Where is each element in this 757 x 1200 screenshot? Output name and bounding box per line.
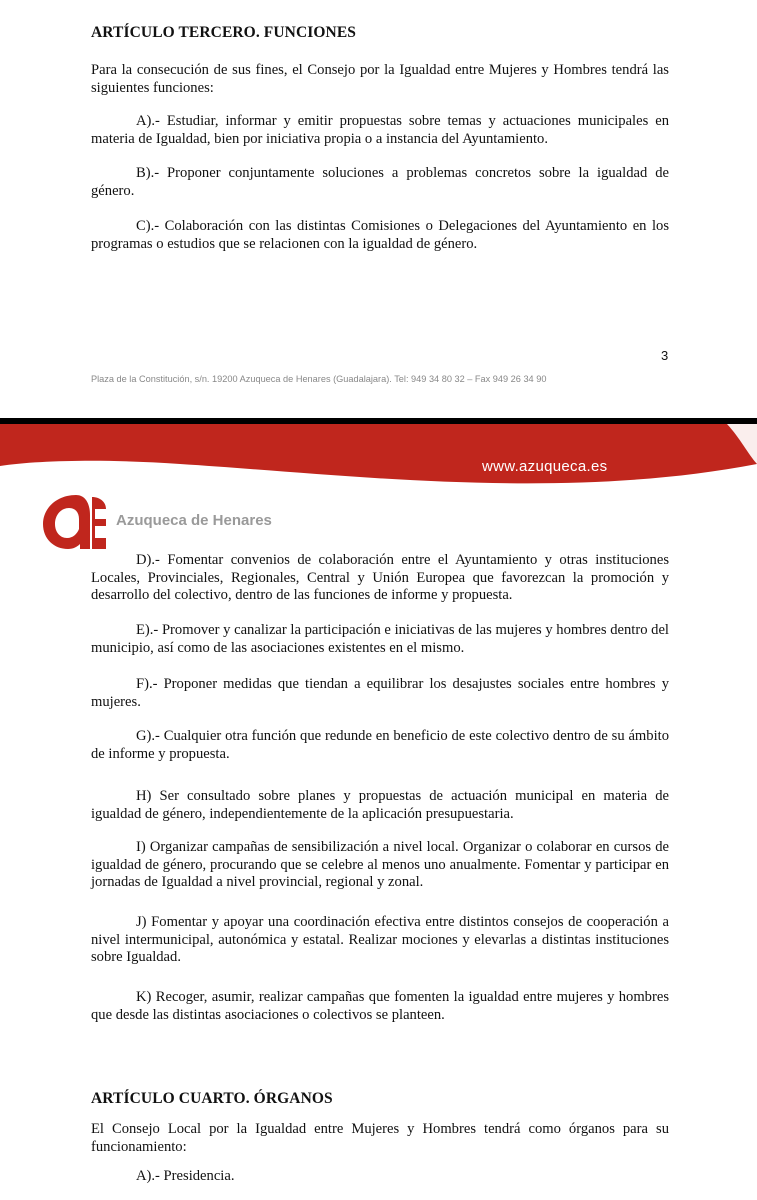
function-item-k: K) Recoger, asumir, realizar campañas que fomenten la igualdad entre mujeres y hombres que desde las distintas asociaciones o colectivos se planteen. xyxy=(91,989,669,1023)
function-item-f: F).- Proponer medidas que tiendan a equilibrar los desajustes sociales entre hombres y mujeres. xyxy=(91,676,669,710)
organ-item-a: A).- Presidencia. xyxy=(136,1168,235,1184)
function-item-j: J) Fomentar y apoyar una coordinación efectiva entre distintos consejos de cooperación a nivel intermunicipal, autonómica y estatal. Realizar mociones y elevarlas a distintas instituciones sobre Igualdad. xyxy=(91,914,669,966)
page-number: 3 xyxy=(661,348,669,363)
brand-name: Azuqueca de Henares xyxy=(116,512,272,529)
function-item-a: A).- Estudiar, informar y emitir propuestas sobre temas y actuaciones municipales en materia de Igualdad, bien por iniciativa propia o a instancia del Ayuntamiento. xyxy=(91,113,669,147)
function-item-g: G).- Cualquier otra función que redunde en beneficio de este colectivo dentro de su ámbito de informe y propuesta. xyxy=(91,728,669,762)
page-footer-address: Plaza de la Constitución, s/n. 19200 Azuqueca de Henares (Guadalajara). Tel: 949 34 80 32 – Fax 949 26 34 90 xyxy=(91,374,547,384)
article-3-heading: ARTÍCULO TERCERO. FUNCIONES xyxy=(91,24,356,41)
header-red-banner xyxy=(0,424,757,494)
azuqueca-logo-icon xyxy=(40,493,108,551)
article-3-intro: Para la consecución de sus fines, el Consejo por la Igualdad entre Mujeres y Hombres tendrá las siguientes funciones: xyxy=(91,62,669,96)
article-4-heading: ARTÍCULO CUARTO. ÓRGANOS xyxy=(91,1090,333,1107)
function-item-h: H) Ser consultado sobre planes y propuestas de actuación municipal en materia de igualdad de género, independientemente de la aplicación presupuestaria. xyxy=(91,788,669,822)
function-item-e: E).- Promover y canalizar la participación e iniciativas de las mujeres y hombres dentro del municipio, así como de las asociaciones existentes en el mismo. xyxy=(91,622,669,656)
function-item-d: D).- Fomentar convenios de colaboración entre el Ayuntamiento y otras instituciones Locales, Provinciales, Regionales, Central y Unión Europea que favorezcan la promoción y desarrollo del colectivo, dentro de las funciones de informe y propuesta. xyxy=(91,552,669,604)
function-item-c: C).- Colaboración con las distintas Comisiones o Delegaciones del Ayuntamiento en los programas o estudios que se relacionen con la igualdad de género. xyxy=(91,218,669,252)
article-4-intro: El Consejo Local por la Igualdad entre Mujeres y Hombres tendrá como órganos para su funcionamiento: xyxy=(91,1121,669,1155)
function-item-i: I) Organizar campañas de sensibilización a nivel local. Organizar o colaborar en cursos de igualdad de género, procurando que se celebre al menos uno anualmente. Fomentar y participar en jornadas de Igualdad a nivel provincial, regional y zonal. xyxy=(91,839,669,891)
website-link[interactable]: www.azuqueca.es xyxy=(482,458,608,475)
function-item-b: B).- Proponer conjuntamente soluciones a problemas concretos sobre la igualdad de género. xyxy=(91,165,669,199)
document-page-3 xyxy=(0,0,757,418)
